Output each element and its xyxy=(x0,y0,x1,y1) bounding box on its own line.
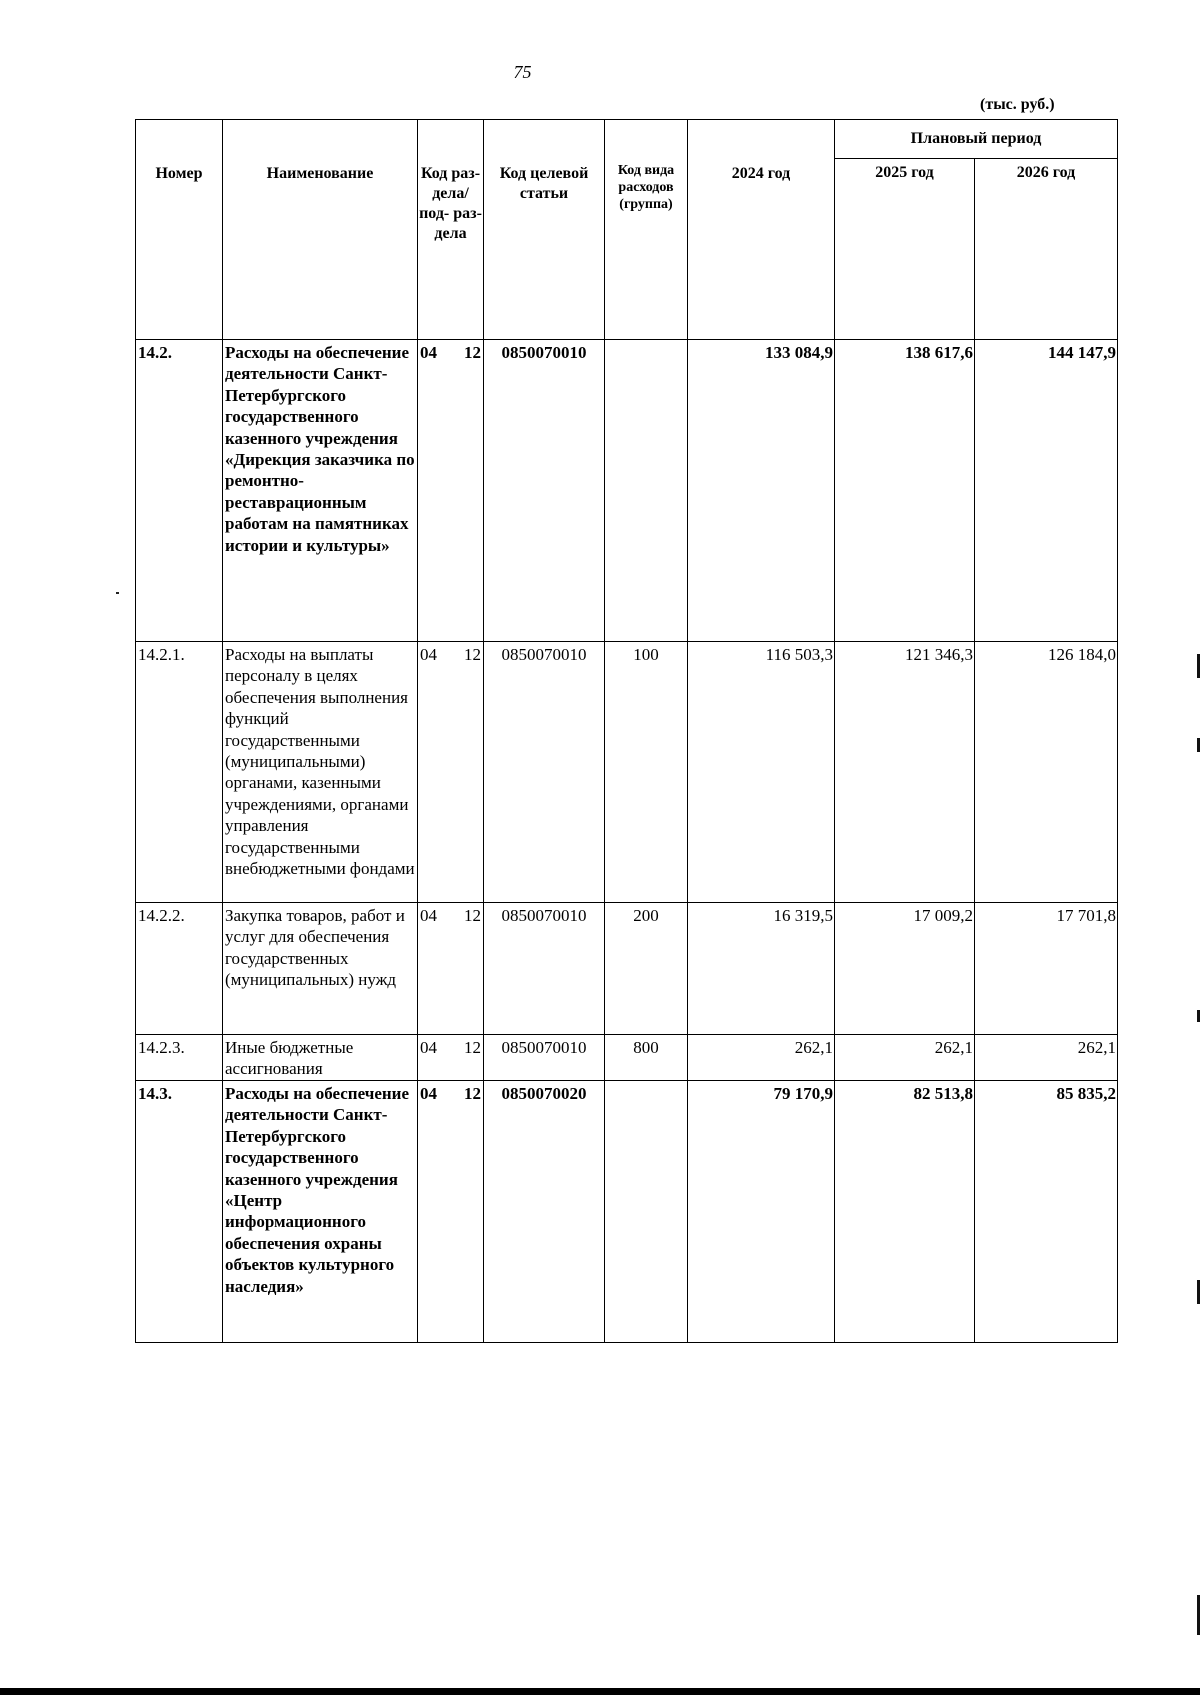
row-expense-group xyxy=(605,1081,688,1343)
section-code-pair xyxy=(418,342,483,363)
section-code-pair xyxy=(418,1083,483,1104)
row-name: Расходы на обеспечение деятельности Санкт-Петербургского государственного казенного учреждения «Центр информационного обеспечения охраны объектов культурного наследия» xyxy=(223,1081,418,1343)
section-code: 04 xyxy=(420,1038,437,1057)
row-target-code: 0850070010 xyxy=(484,340,605,642)
section-code-pair xyxy=(418,1037,483,1058)
section-code-pair xyxy=(418,644,483,665)
row-value-2026: 262,1 xyxy=(975,1035,1118,1081)
row-value-2026: 17 701,8 xyxy=(975,903,1118,1035)
row-expense-group: 800 xyxy=(605,1035,688,1081)
row-expense-group xyxy=(605,340,688,642)
header-year-2026: 2026 год xyxy=(975,159,1118,340)
row-number: 14.2.1. xyxy=(136,642,223,903)
row-value-2024: 262,1 xyxy=(688,1035,835,1081)
row-expense-group: 200 xyxy=(605,903,688,1035)
row-expense-group: 100 xyxy=(605,642,688,903)
subsection-code: 12 xyxy=(464,1084,481,1103)
row-number: 14.2. xyxy=(136,340,223,642)
budget-table xyxy=(135,119,1118,1343)
header-section-code-text: Код раз- дела/ под- раз- дела xyxy=(419,165,482,242)
row-value-2024: 133 084,9 xyxy=(688,340,835,642)
row-target-code: 0850070020 xyxy=(484,1081,605,1343)
row-name: Расходы на выплаты персоналу в целях обеспечения выполнения функций государственными (муниципальными) органами, казенными учреждениями, органами управления государственными внебюджетными фондами xyxy=(223,642,418,903)
row-number: 14.3. xyxy=(136,1081,223,1343)
page-number: 75 xyxy=(513,62,532,82)
table-row xyxy=(136,642,1118,903)
row-name: Расходы на обеспечение деятельности Санкт-Петербургского государственного казенного учреждения «Дирекция заказчика по ремонтно-реставрационным работам на памятниках истории и культуры» xyxy=(223,340,418,642)
header-year-2025: 2025 год xyxy=(835,159,975,340)
table-row xyxy=(136,1081,1118,1343)
table-row xyxy=(136,903,1118,1035)
scan-border xyxy=(0,1688,1200,1695)
row-target-code: 0850070010 xyxy=(484,903,605,1035)
row-value-2025: 17 009,2 xyxy=(835,903,975,1035)
table-header xyxy=(136,120,1118,340)
row-value-2024: 79 170,9 xyxy=(688,1081,835,1343)
scan-speck xyxy=(116,592,119,594)
table-row xyxy=(136,340,1118,642)
row-number: 14.2.3. xyxy=(136,1035,223,1081)
header-name: Наименование xyxy=(223,120,418,340)
row-value-2025: 121 346,3 xyxy=(835,642,975,903)
row-value-2025: 138 617,6 xyxy=(835,340,975,642)
table-body xyxy=(136,340,1118,1343)
header-expense-type: Код вида расходов (группа) xyxy=(605,120,688,340)
row-value-2024: 116 503,3 xyxy=(688,642,835,903)
section-code: 04 xyxy=(420,1084,437,1103)
row-target-code: 0850070010 xyxy=(484,1035,605,1081)
row-value-2025: 82 513,8 xyxy=(835,1081,975,1343)
row-name: Иные бюджетные ассигнования xyxy=(223,1035,418,1081)
header-number: Номер xyxy=(136,120,223,340)
units-label: (тыс. руб.) xyxy=(980,96,1055,113)
row-value-2025: 262,1 xyxy=(835,1035,975,1081)
row-value-2026: 144 147,9 xyxy=(975,340,1118,642)
row-section-code xyxy=(418,1035,484,1081)
section-code: 04 xyxy=(420,906,437,925)
row-section-code xyxy=(418,903,484,1035)
header-year-2024: 2024 год xyxy=(688,120,835,340)
table-row xyxy=(136,1035,1118,1081)
row-value-2024: 16 319,5 xyxy=(688,903,835,1035)
header-planning-period: Плановый период xyxy=(835,120,1118,159)
row-value-2026: 85 835,2 xyxy=(975,1081,1118,1343)
subsection-code: 12 xyxy=(464,906,481,925)
row-value-2026: 126 184,0 xyxy=(975,642,1118,903)
subsection-code: 12 xyxy=(464,1038,481,1057)
header-section-code xyxy=(418,120,484,340)
row-number: 14.2.2. xyxy=(136,903,223,1035)
subsection-code: 12 xyxy=(464,645,481,664)
section-code: 04 xyxy=(420,645,437,664)
row-name: Закупка товаров, работ и услуг для обеспечения государственных (муниципальных) нужд xyxy=(223,903,418,1035)
row-section-code xyxy=(418,340,484,642)
row-section-code xyxy=(418,642,484,903)
header-target-code: Код целевой статьи xyxy=(484,120,605,340)
section-code: 04 xyxy=(420,343,437,362)
row-section-code xyxy=(418,1081,484,1343)
subsection-code: 12 xyxy=(464,343,481,362)
row-target-code: 0850070010 xyxy=(484,642,605,903)
section-code-pair xyxy=(418,905,483,926)
